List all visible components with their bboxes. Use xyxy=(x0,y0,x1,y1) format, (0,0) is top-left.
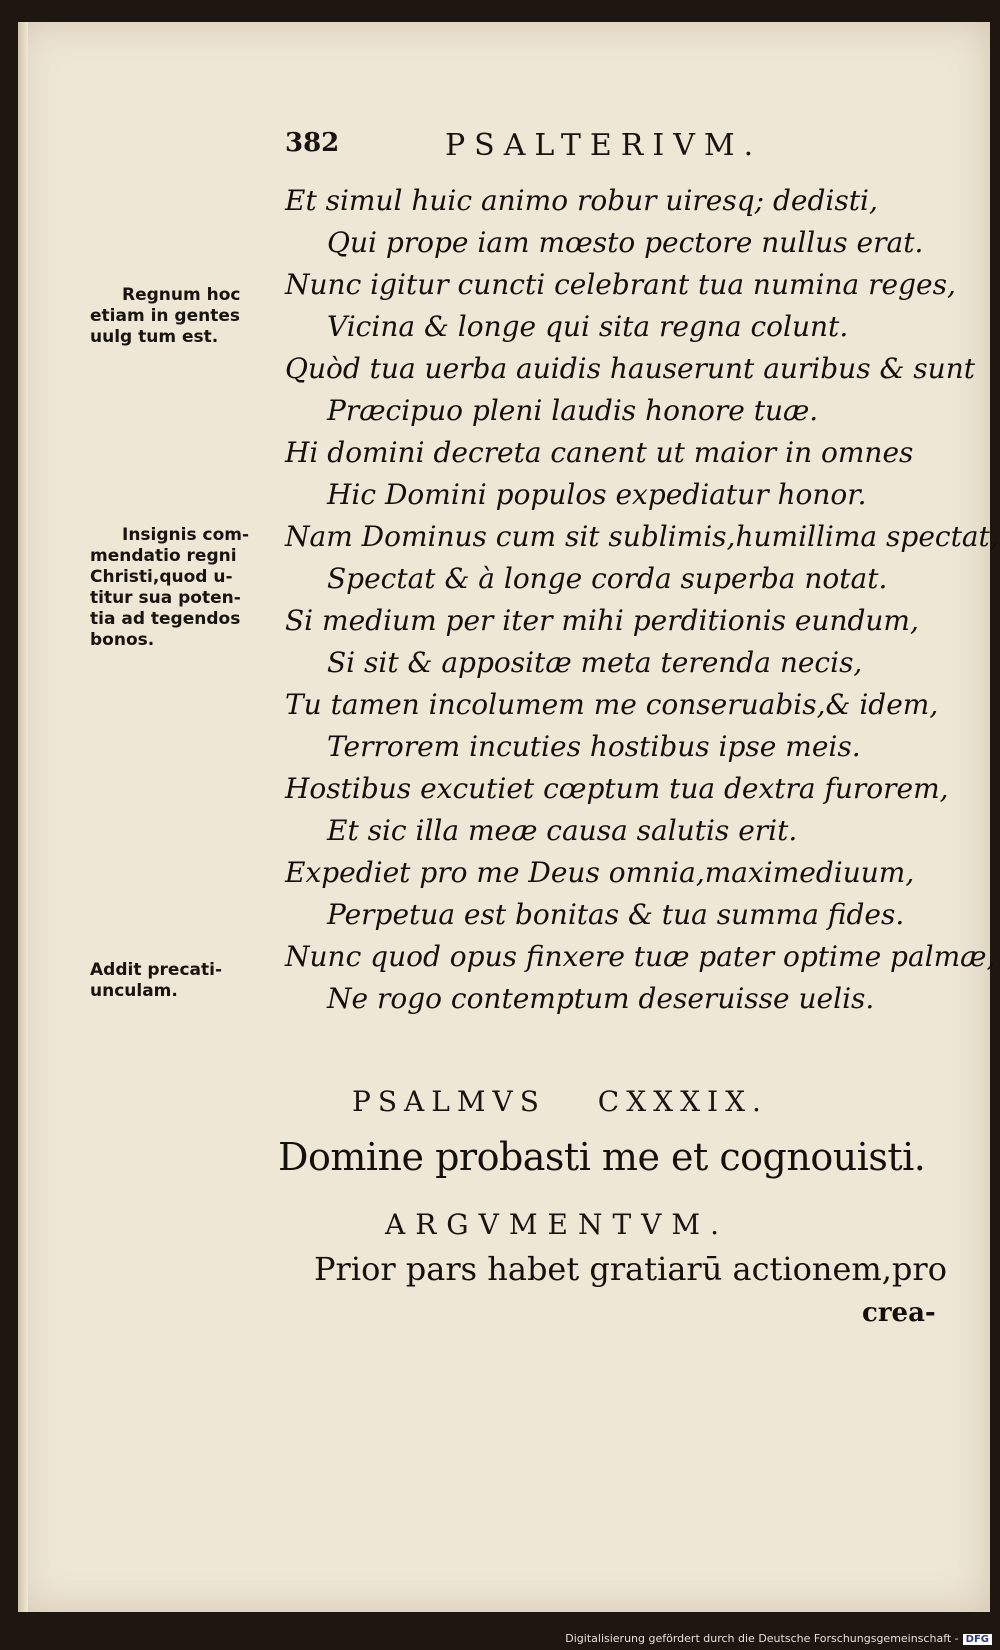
verse-line: Hic Domini populos expediatur honor. xyxy=(327,478,867,511)
verse-line: Expediet pro me Deus omnia,maximediuum, xyxy=(285,856,915,889)
dfg-logo: DFG xyxy=(963,1634,992,1645)
note-line: titur sua poten- xyxy=(90,588,241,608)
note-line: Christi,quod u- xyxy=(90,567,233,587)
argumentum-heading: ARGVMENTVM. xyxy=(385,1208,729,1241)
running-title: PSALTERIVM. xyxy=(445,128,763,163)
verse-block xyxy=(285,180,999,1020)
verse-line: Præcipuo pleni laudis honore tuæ. xyxy=(327,394,819,427)
note-line: etiam in gentes xyxy=(90,306,241,326)
digitization-credit xyxy=(565,1632,992,1645)
folio-number: 382 xyxy=(285,128,340,158)
note-line: Insignis com- xyxy=(122,525,250,545)
verse-line: Nunc quod opus finxere tuæ pater optime palmæ, xyxy=(285,940,996,973)
note-line: uulg tum est. xyxy=(90,327,219,347)
note-line: unculam. xyxy=(90,981,178,1001)
verse-line: Terrorem incuties hostibus ipse meis. xyxy=(327,730,861,763)
note-line: Addit precati- xyxy=(90,960,223,980)
verse-line: Vicina & longe qui sita regna colunt. xyxy=(327,310,849,343)
verse-line: Hi domini decreta canent ut maior in omnes xyxy=(285,436,914,469)
verse-line: Quòd tua uerba auidis hauserunt auribus & sunt xyxy=(285,352,975,385)
note-line: tia ad tegendos xyxy=(90,609,241,629)
psalm-title: PSALMVS CXXXIX. xyxy=(352,1085,768,1118)
verse-line: Nam Dominus cum sit sublimis,humillima spectat, xyxy=(285,520,999,553)
verse-line: Tu tamen incolumem me conseruabis,& idem, xyxy=(285,688,939,721)
marginal-note xyxy=(90,285,270,348)
psalm-incipit: Domine probasti me et cognouisti. xyxy=(278,1135,926,1179)
verse-line: Et simul huic animo robur uiresq; dedisti, xyxy=(285,184,878,217)
note-line: mendatio regni xyxy=(90,546,237,566)
marginal-note xyxy=(90,960,270,1002)
verse-line: Ne rogo contemptum deseruisse uelis. xyxy=(327,982,875,1015)
marginal-note xyxy=(90,525,270,651)
page-header xyxy=(285,128,845,168)
catchword: crea- xyxy=(862,1298,936,1328)
verse-line: Si sit & appositæ meta terenda necis, xyxy=(327,646,863,679)
note-line: Regnum hoc xyxy=(122,285,241,305)
verse-line: Si medium per iter mihi perditionis eundum, xyxy=(285,604,919,637)
verse-line: Spectat & à longe corda superba notat. xyxy=(327,562,888,595)
verse-line: Nunc igitur cuncti celebrant tua numina reges, xyxy=(285,268,956,301)
page-gutter xyxy=(18,22,28,1612)
verse-line: Hostibus excutiet cœptum tua dextra furorem, xyxy=(285,772,949,805)
verse-line: Et sic illa meæ causa salutis erit. xyxy=(327,814,798,847)
verse-line: Perpetua est bonitas & tua summa fides. xyxy=(327,898,905,931)
argumentum-text: Prior pars habet gratiarū actionem,pro xyxy=(314,1250,947,1288)
note-line: bonos. xyxy=(90,630,155,650)
credit-text: Digitalisierung gefördert durch die Deutsche Forschungsgemeinschaft - xyxy=(565,1632,959,1645)
verse-line: Qui prope iam mœsto pectore nullus erat. xyxy=(327,226,924,259)
